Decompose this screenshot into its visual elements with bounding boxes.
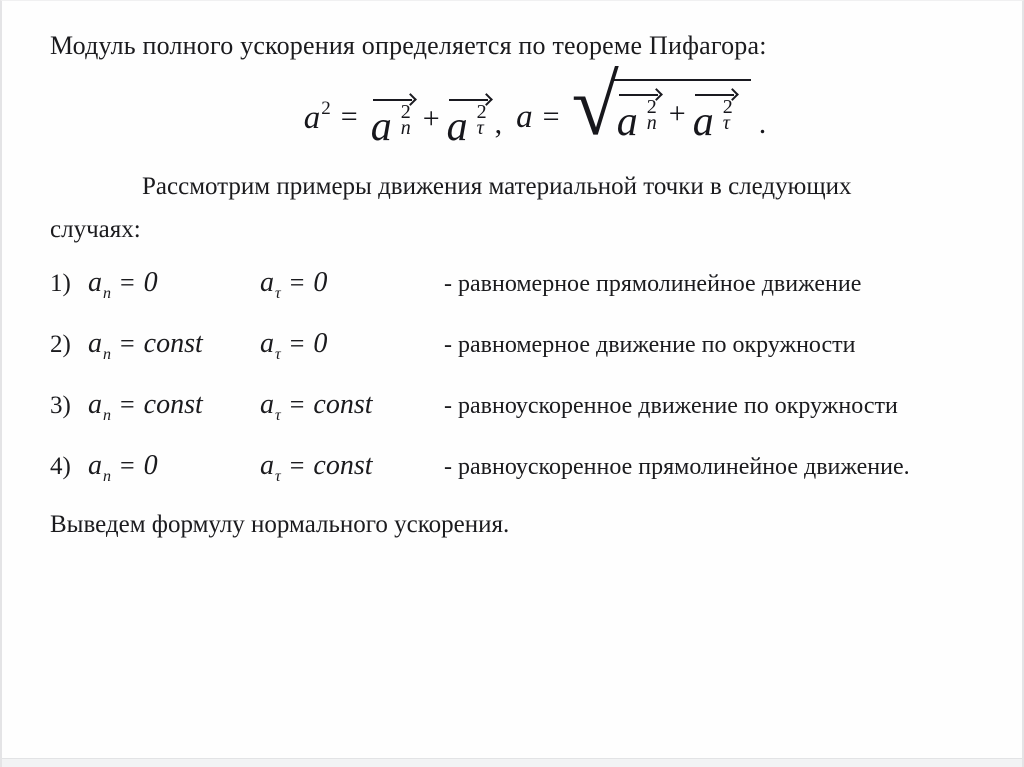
case-formula-an: $a_n$ = const xyxy=(88,328,203,363)
case-formula-at: $a_\tau$ = const xyxy=(260,389,373,424)
vector-a-tau-squared: a 2 τ xyxy=(690,81,741,143)
radical-icon: √ xyxy=(571,57,619,153)
case-formula-at: $a_\tau = 0$ xyxy=(260,328,328,363)
vector-a-n-squared: a 2 n xyxy=(368,86,419,148)
paragraph xyxy=(50,165,974,251)
case-description: - равноускоренное прямолинейное движение. xyxy=(444,454,910,480)
equals-sign: = xyxy=(542,100,560,133)
square-root xyxy=(571,57,751,160)
paragraph-line: случаях: xyxy=(50,216,141,243)
vector-arrow-icon xyxy=(373,91,414,101)
case-number: 3) xyxy=(50,392,71,419)
plus-sign: + xyxy=(422,102,440,135)
equals-sign: = xyxy=(340,100,358,133)
case-formula-at: $a_\tau = 0$ xyxy=(260,267,328,302)
case-formula-at: $a_\tau$ = const xyxy=(260,450,373,485)
case-formula-an: $a_n = 0$ xyxy=(88,450,158,485)
case-row xyxy=(50,328,974,364)
case-row xyxy=(50,267,974,303)
vector-a-n-squared: a 2 n xyxy=(614,81,665,143)
case-number: 2) xyxy=(50,331,71,358)
case-row xyxy=(50,450,974,486)
a-squared-term: $a^2$ xyxy=(303,97,331,136)
plus-sign: + xyxy=(668,97,686,130)
comma: , xyxy=(494,107,503,140)
page-title: Модуль полного ускорения определяется по теореме Пифагора: xyxy=(50,31,767,60)
slide-content xyxy=(2,1,1022,539)
a-term: a xyxy=(516,98,533,135)
closing-text: Выведем формулу нормального ускорения. xyxy=(50,511,510,538)
vector-a-tau-squared: a 2 τ xyxy=(444,86,495,148)
case-description: - равноускоренное движение по окружности xyxy=(444,393,898,419)
pythagoras-formula xyxy=(96,57,974,159)
paragraph-line: Рассмотрим примеры движения материальной точки в следующих xyxy=(142,173,852,200)
case-description: - равномерное прямолинейное движение xyxy=(444,271,862,297)
case-formula-an: $a_n$ = const xyxy=(88,389,203,424)
vector-arrow-icon xyxy=(619,86,660,96)
case-number: 4) xyxy=(50,453,71,480)
bottom-bar xyxy=(2,758,1022,767)
vector-arrow-icon xyxy=(695,86,736,96)
case-description: - равномерное движение по окружности xyxy=(444,332,856,358)
case-number: 1) xyxy=(50,270,71,297)
period: . xyxy=(758,107,767,140)
vector-arrow-icon xyxy=(449,91,490,101)
case-formula-an: $a_n = 0$ xyxy=(88,267,158,302)
case-row xyxy=(50,389,974,425)
